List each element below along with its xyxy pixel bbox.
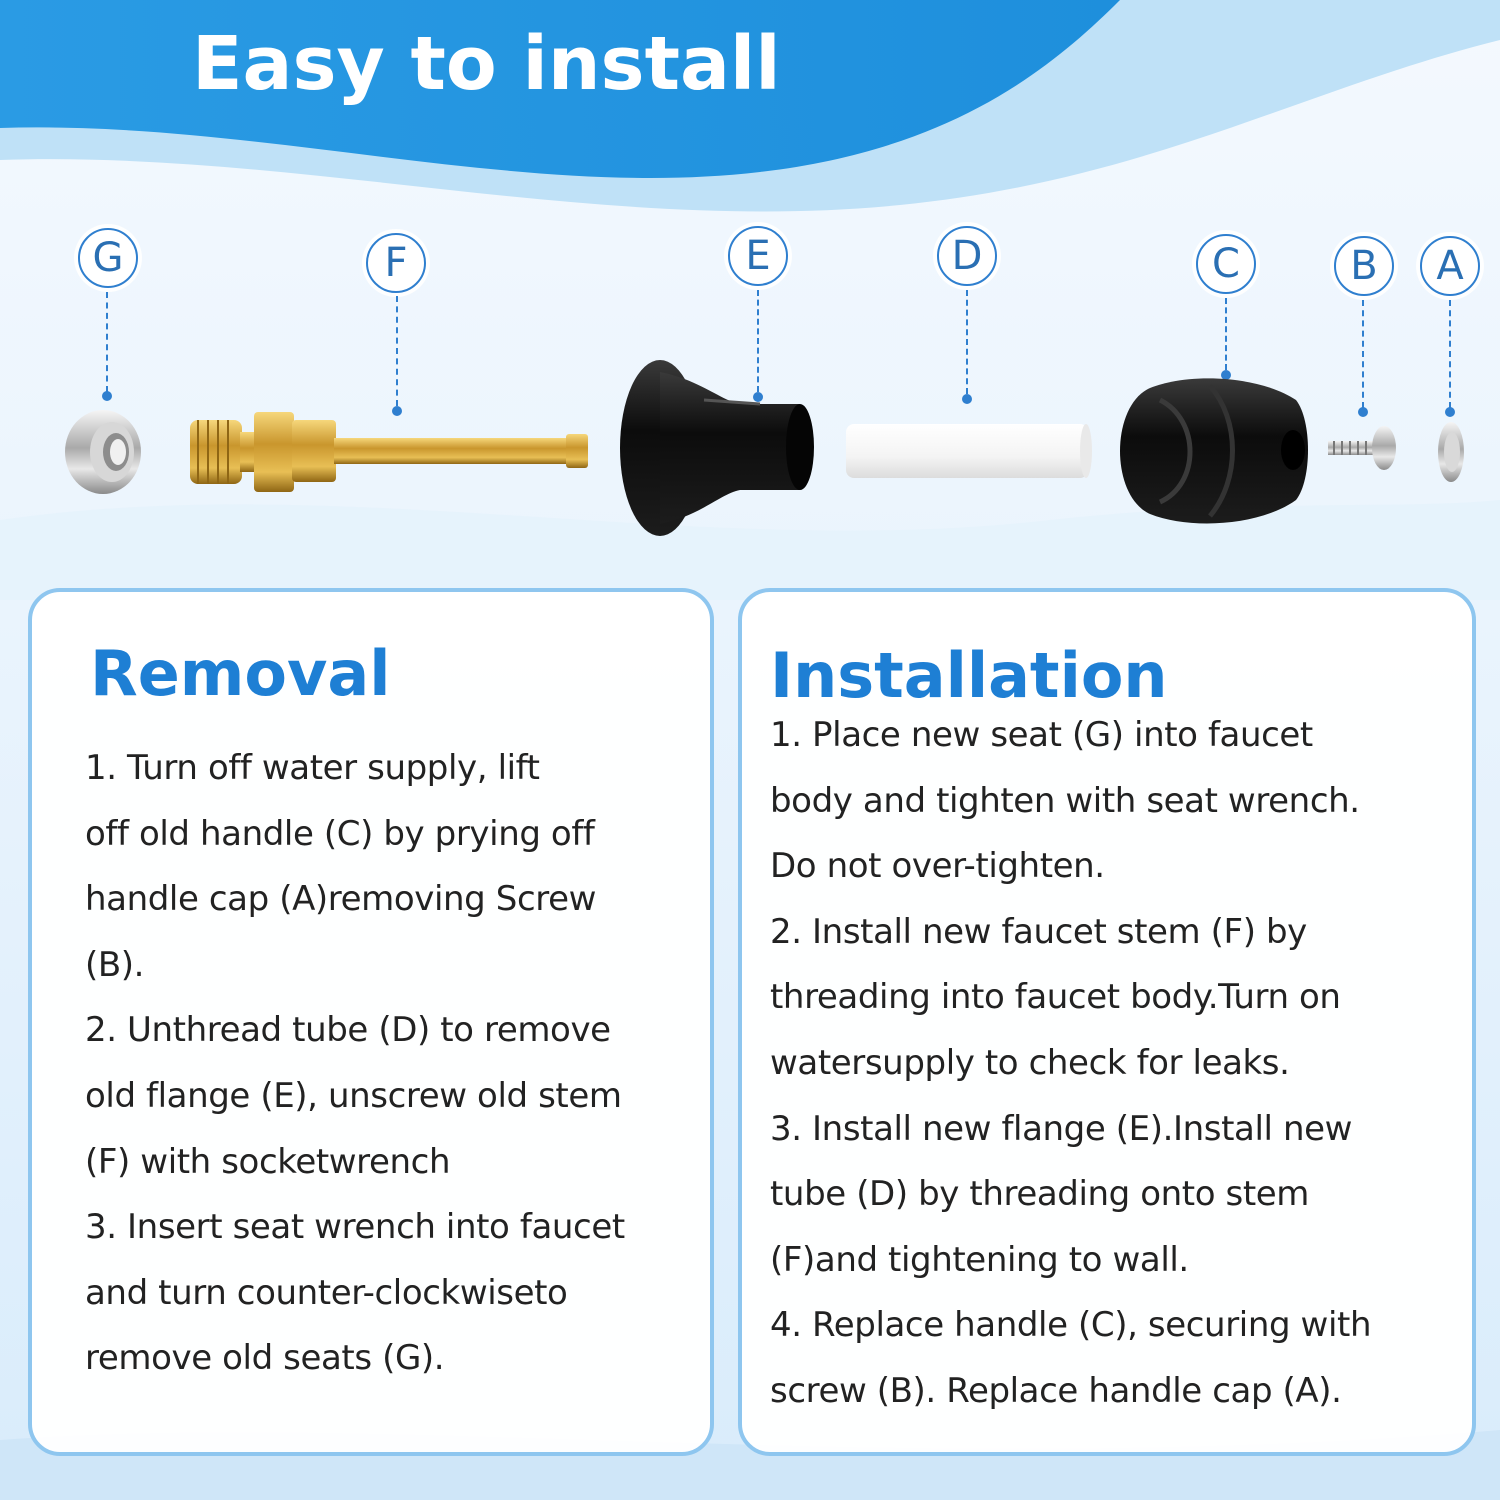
removal-panel — [28, 588, 714, 1456]
installation-line: 2. Install new faucet stem (F) by — [770, 911, 1307, 952]
installation-line: watersupply to check for leaks. — [770, 1042, 1290, 1083]
installation-panel — [738, 588, 1476, 1456]
handle-c-image — [1120, 378, 1308, 523]
installation-line: (F)and tightening to wall. — [770, 1239, 1189, 1280]
screw-b-image — [1328, 426, 1396, 470]
removal-line: (B). — [85, 944, 145, 985]
callout-d: D — [937, 226, 997, 286]
removal-line: 3. Insert seat wrench into faucet — [85, 1207, 625, 1248]
stem-f-image — [190, 412, 588, 492]
removal-steps — [85, 736, 625, 1392]
installation-line: body and tighten with seat wrench. — [770, 780, 1360, 821]
callout-e: E — [728, 226, 788, 286]
installation-line: 4. Replace handle (C), securing with — [770, 1305, 1372, 1346]
callout-g: G — [78, 228, 138, 288]
removal-line: and turn counter-clockwiseto — [85, 1272, 568, 1313]
callout-c: C — [1196, 234, 1256, 294]
seat-g-image — [65, 410, 141, 494]
removal-heading: Removal — [90, 637, 391, 710]
removal-line: old flange (E), unscrew old stem — [85, 1075, 622, 1116]
handle-cap-a-image — [1438, 422, 1464, 482]
installation-heading: Installation — [770, 639, 1168, 712]
tube-d-image — [846, 424, 1092, 478]
removal-line: off old handle (C) by prying off — [85, 813, 595, 854]
installation-line: screw (B). Replace handle cap (A). — [770, 1370, 1342, 1411]
installation-line: 3. Install new flange (E).Install new — [770, 1108, 1353, 1149]
callout-b: B — [1334, 236, 1394, 296]
installation-steps — [770, 703, 1371, 1425]
removal-line: 2. Unthread tube (D) to remove — [85, 1010, 611, 1051]
flange-e-image — [620, 360, 814, 536]
callout-f: F — [366, 233, 426, 293]
installation-line: 1. Place new seat (G) into faucet — [770, 715, 1313, 755]
installation-line: tube (D) by threading onto stem — [770, 1174, 1310, 1215]
page-title: Easy to install — [192, 21, 781, 107]
installation-line: Do not over-tighten. — [770, 846, 1105, 887]
removal-line: remove old seats (G). — [85, 1338, 445, 1379]
parts-illustration — [0, 340, 1500, 560]
removal-line: handle cap (A)removing Screw — [85, 879, 597, 920]
callout-a: A — [1420, 236, 1480, 296]
installation-line: threading into faucet body.Turn on — [770, 977, 1341, 1018]
removal-line: (F) with socketwrench — [85, 1141, 451, 1182]
removal-line: 1. Turn off water supply, lift — [85, 748, 540, 788]
